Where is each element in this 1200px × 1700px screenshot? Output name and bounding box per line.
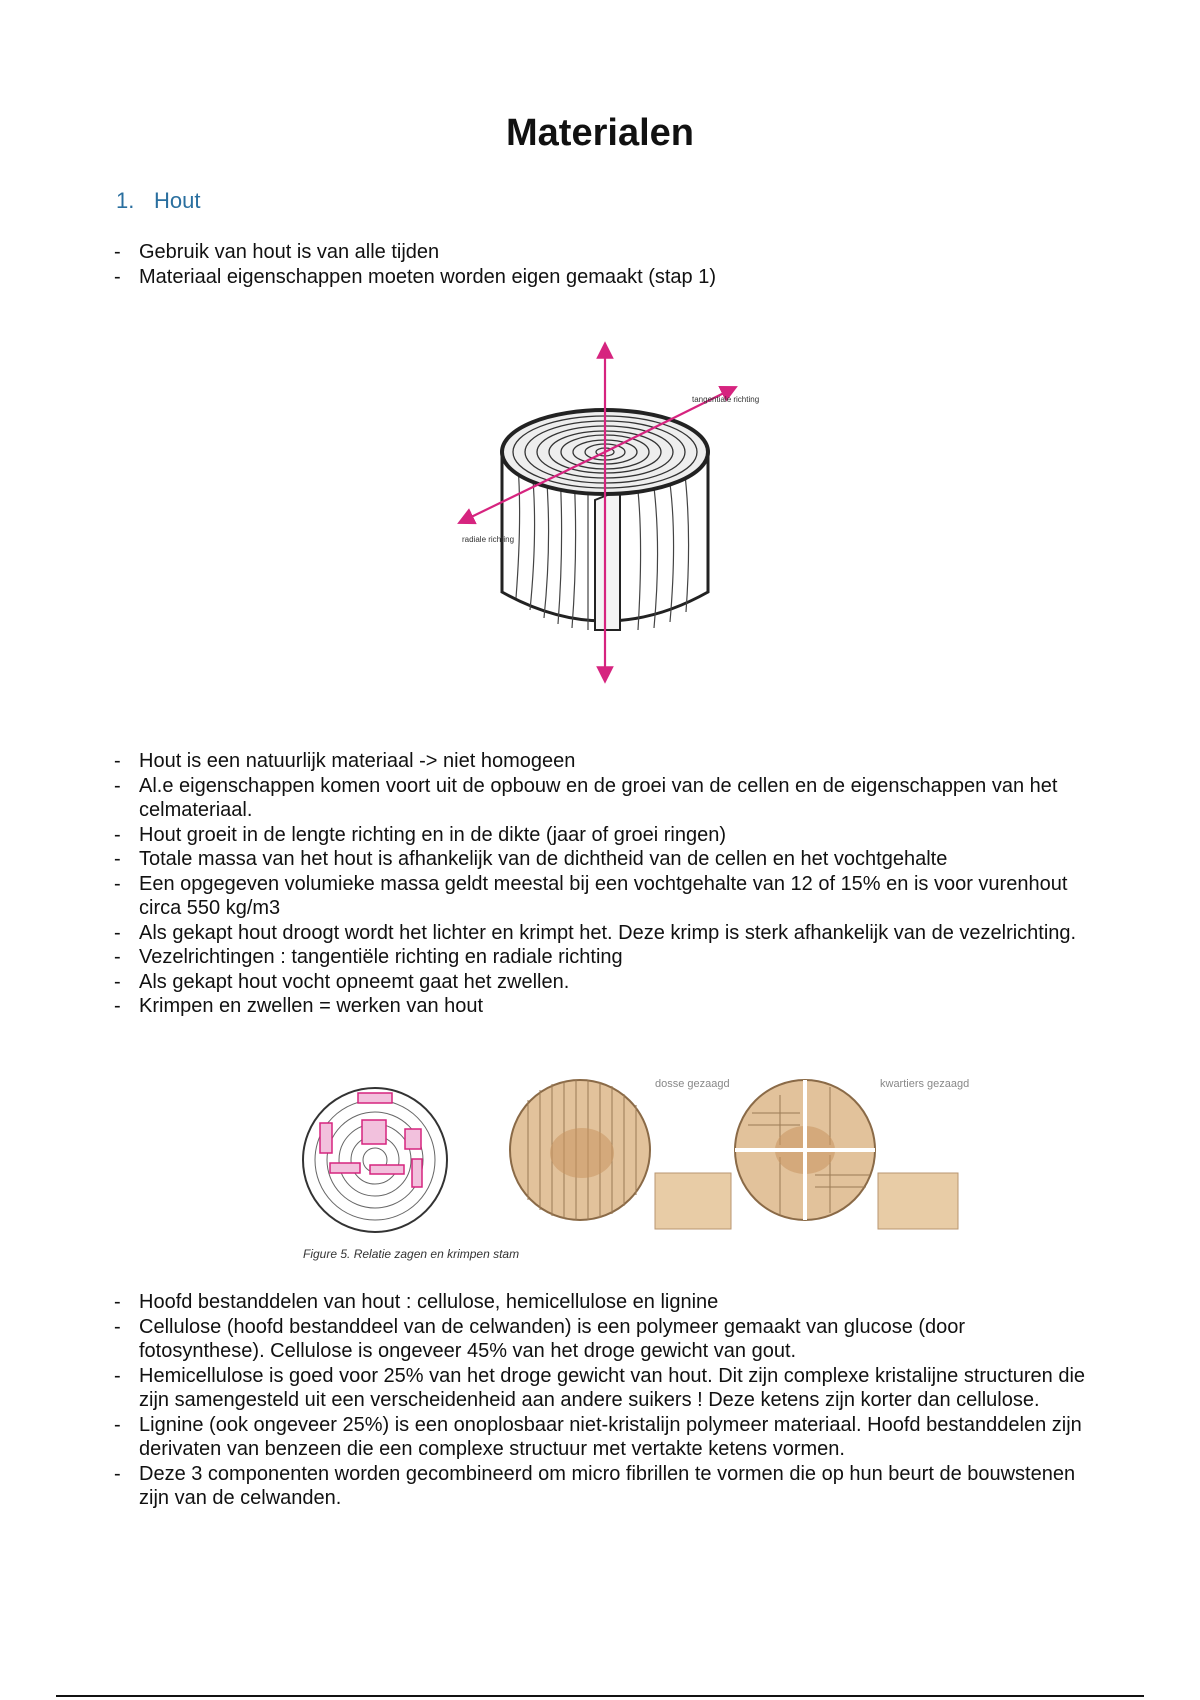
label-tangential: tangentiale richting xyxy=(692,395,760,404)
section-number: 1. xyxy=(116,188,135,213)
label-radial: radiale richting xyxy=(462,535,515,544)
list-item: - Cellulose (hoofd bestanddeel van de celwanden) is een polymeer gemaakt van glucose (door fotosynthese). Cellulose is ongeveer 45% van het droge gewicht van gout. xyxy=(114,1315,1094,1364)
intro-list xyxy=(114,240,1094,289)
list-item: - Deze 3 componenten worden gecombineerd om micro fibrillen te vormen die op hun beurt de bouwstenen zijn van de celwanden. xyxy=(114,1462,1094,1511)
footer-rule xyxy=(56,1695,1144,1697)
list-item: - Hout groeit in de lengte richting en in de dikte (jaar of groei ringen) xyxy=(114,823,1094,848)
list-item: - Hout is een natuurlijk materiaal -> niet homogeen xyxy=(114,749,1094,774)
list-item: - Een opgegeven volumieke massa geldt meestal bij een vochtgehalte van 12 of 15% en is voor vurenhout circa 550 kg/m3 xyxy=(114,872,1094,921)
sawing-methods-figure xyxy=(270,1065,1070,1275)
list-item: - Krimpen en zwellen = werken van hout xyxy=(114,994,1094,1019)
list-item: - Totale massa van het hout is afhankelijk van de dichtheid van de cellen en het vochtgehalte xyxy=(114,847,1094,872)
section-heading xyxy=(116,188,200,214)
list-item: - Vezelrichtingen : tangentiële richting en radiale richting xyxy=(114,945,1094,970)
composition-list xyxy=(114,1290,1094,1511)
properties-list xyxy=(114,749,1094,1019)
list-item: - Materiaal eigenschappen moeten worden eigen gemaakt (stap 1) xyxy=(114,265,1094,290)
label-quarter-sawn: kwartiers gezaagd xyxy=(880,1078,970,1090)
list-item: - Hemicellulose is goed voor 25% van het droge gewicht van hout. Dit zijn complexe kristalijne structuren die zijn samengesteld uit een verscheidenheid aan andere suikers ! Deze ketens zijn korter dan cellulose. xyxy=(114,1364,1094,1413)
list-item: - Al.e eigenschappen komen voort uit de opbouw en de groei van de cellen en de eigenschappen van het celmateriaal. xyxy=(114,774,1094,823)
list-item: - Hoofd bestanddelen van hout : cellulose, hemicellulose en lignine xyxy=(114,1290,1094,1315)
page-title: Materialen xyxy=(506,112,694,154)
figure-caption: Figure 5. Relatie zagen en krimpen stam xyxy=(303,1247,520,1261)
list-item: - Als gekapt hout vocht opneemt gaat het zwellen. xyxy=(114,970,1094,995)
section-title: Hout xyxy=(154,188,201,213)
log-direction-diagram xyxy=(440,330,770,700)
list-item: - Lignine (ook ongeveer 25%) is een onoplosbaar niet-kristalijn polymeer materiaal. Hoofd bestanddelen zijn derivaten van benzeen die een complexe structuur met vertakte ketens vormen. xyxy=(114,1413,1094,1462)
list-item: - Gebruik van hout is van alle tijden xyxy=(114,240,1094,265)
list-item: - Als gekapt hout droogt wordt het lichter en krimpt het. Deze krimp is sterk afhankelijk van de vezelrichting. xyxy=(114,921,1094,946)
label-flat-sawn: dosse gezaagd xyxy=(655,1078,730,1090)
